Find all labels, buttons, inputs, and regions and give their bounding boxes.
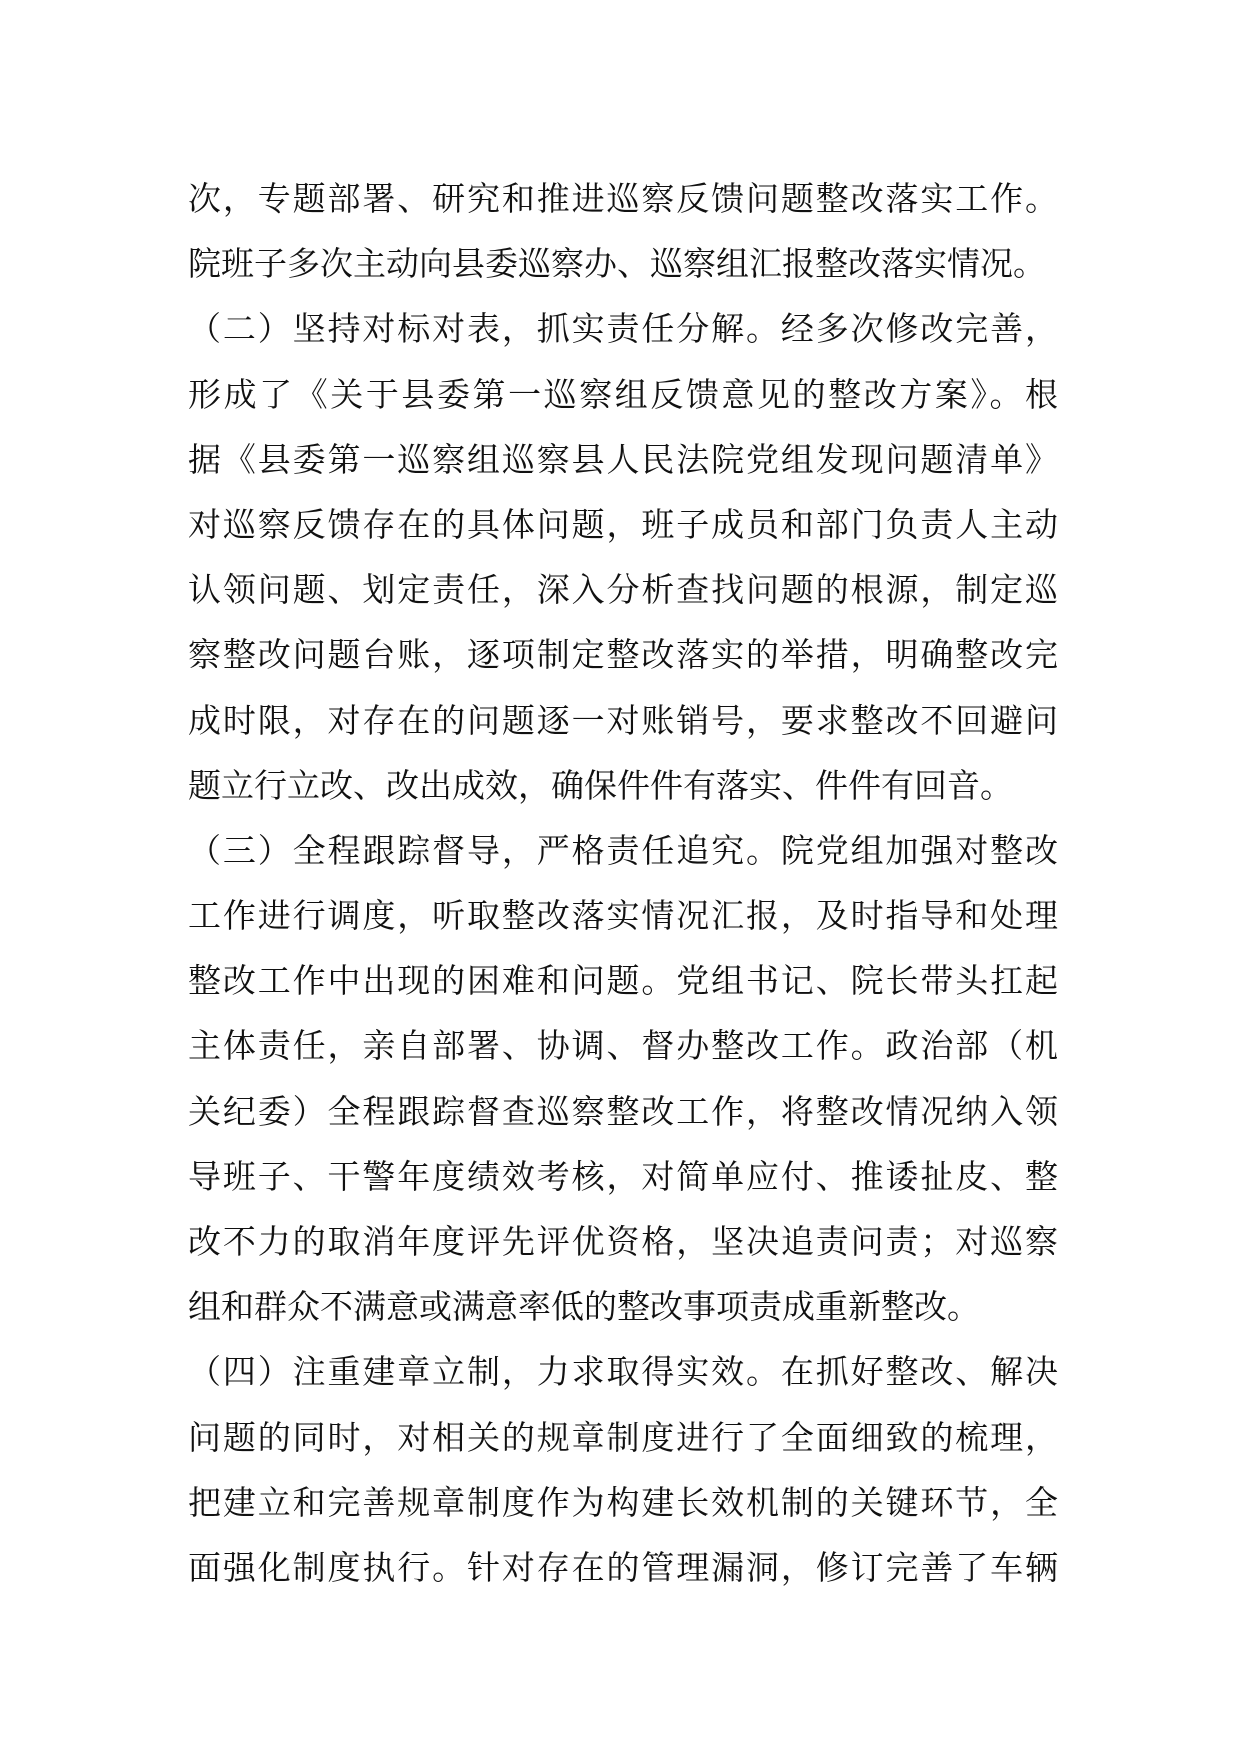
body-text xyxy=(188,166,1058,1600)
text-line: 次，专题部署、研究和推进巡察反馈问题整改落实工作。 xyxy=(188,179,1058,218)
text-line: 形成了《关于县委第一巡察组反馈意见的整改方案》。根 xyxy=(188,374,1058,414)
text-line: 认领问题、划定责任，深入分析查找问题的根源，制定巡 xyxy=(188,570,1058,610)
text-line: （三）全程跟踪督导，严格责任追究。院党组加强对整改 xyxy=(188,830,1058,870)
text-line: 关纪委）全程跟踪督查巡察整改工作，将整改情况纳入领 xyxy=(188,1091,1058,1131)
text-line: （四）注重建章立制，力求取得实效。在抓好整改、解决 xyxy=(188,1352,1058,1392)
text-line: 面强化制度执行。针对存在的管理漏洞，修订完善了车辆 xyxy=(188,1547,1058,1587)
text-line: 主体责任，亲自部署、协调、督办整改工作。政治部（机 xyxy=(188,1026,1058,1066)
text-line: 据《县委第一巡察组巡察县人民法院党组发现问题清单》 xyxy=(188,439,1058,479)
text-line: 院班子多次主动向县委巡察办、巡察组汇报整改落实情况。 xyxy=(188,244,1046,284)
text-line: 改不力的取消年度评先评优资格，坚决追责问责；对巡察 xyxy=(188,1222,1058,1261)
text-line: 成时限，对存在的问题逐一对账销号，要求整改不回避问 xyxy=(188,700,1058,740)
text-line: 对巡察反馈存在的具体问题，班子成员和部门负责人主动 xyxy=(188,504,1058,544)
text-line: 把建立和完善规章制度作为构建长效机制的关键环节，全 xyxy=(188,1482,1058,1522)
text-line: 整改工作中出现的困难和问题。党组书记、院长带头扛起 xyxy=(188,961,1058,1001)
text-line: （二）坚持对标对表，抓实责任分解。经多次修改完善， xyxy=(188,309,1058,349)
text-line: 问题的同时，对相关的规章制度进行了全面细致的梳理， xyxy=(188,1417,1058,1457)
text-line: 组和群众不满意或满意率低的整改事项责成重新整改。 xyxy=(188,1287,980,1327)
text-line: 题立行立改、改出成效，确保件件有落实、件件有回音。 xyxy=(188,765,1013,805)
text-line: 察整改问题台账，逐项制定整改落实的举措，明确整改完 xyxy=(188,635,1058,675)
text-line: 工作进行调度，听取整改落实情况汇报，及时指导和处理 xyxy=(188,896,1058,936)
text-line: 导班子、干警年度绩效考核，对简单应付、推诿扯皮、整 xyxy=(188,1156,1058,1196)
